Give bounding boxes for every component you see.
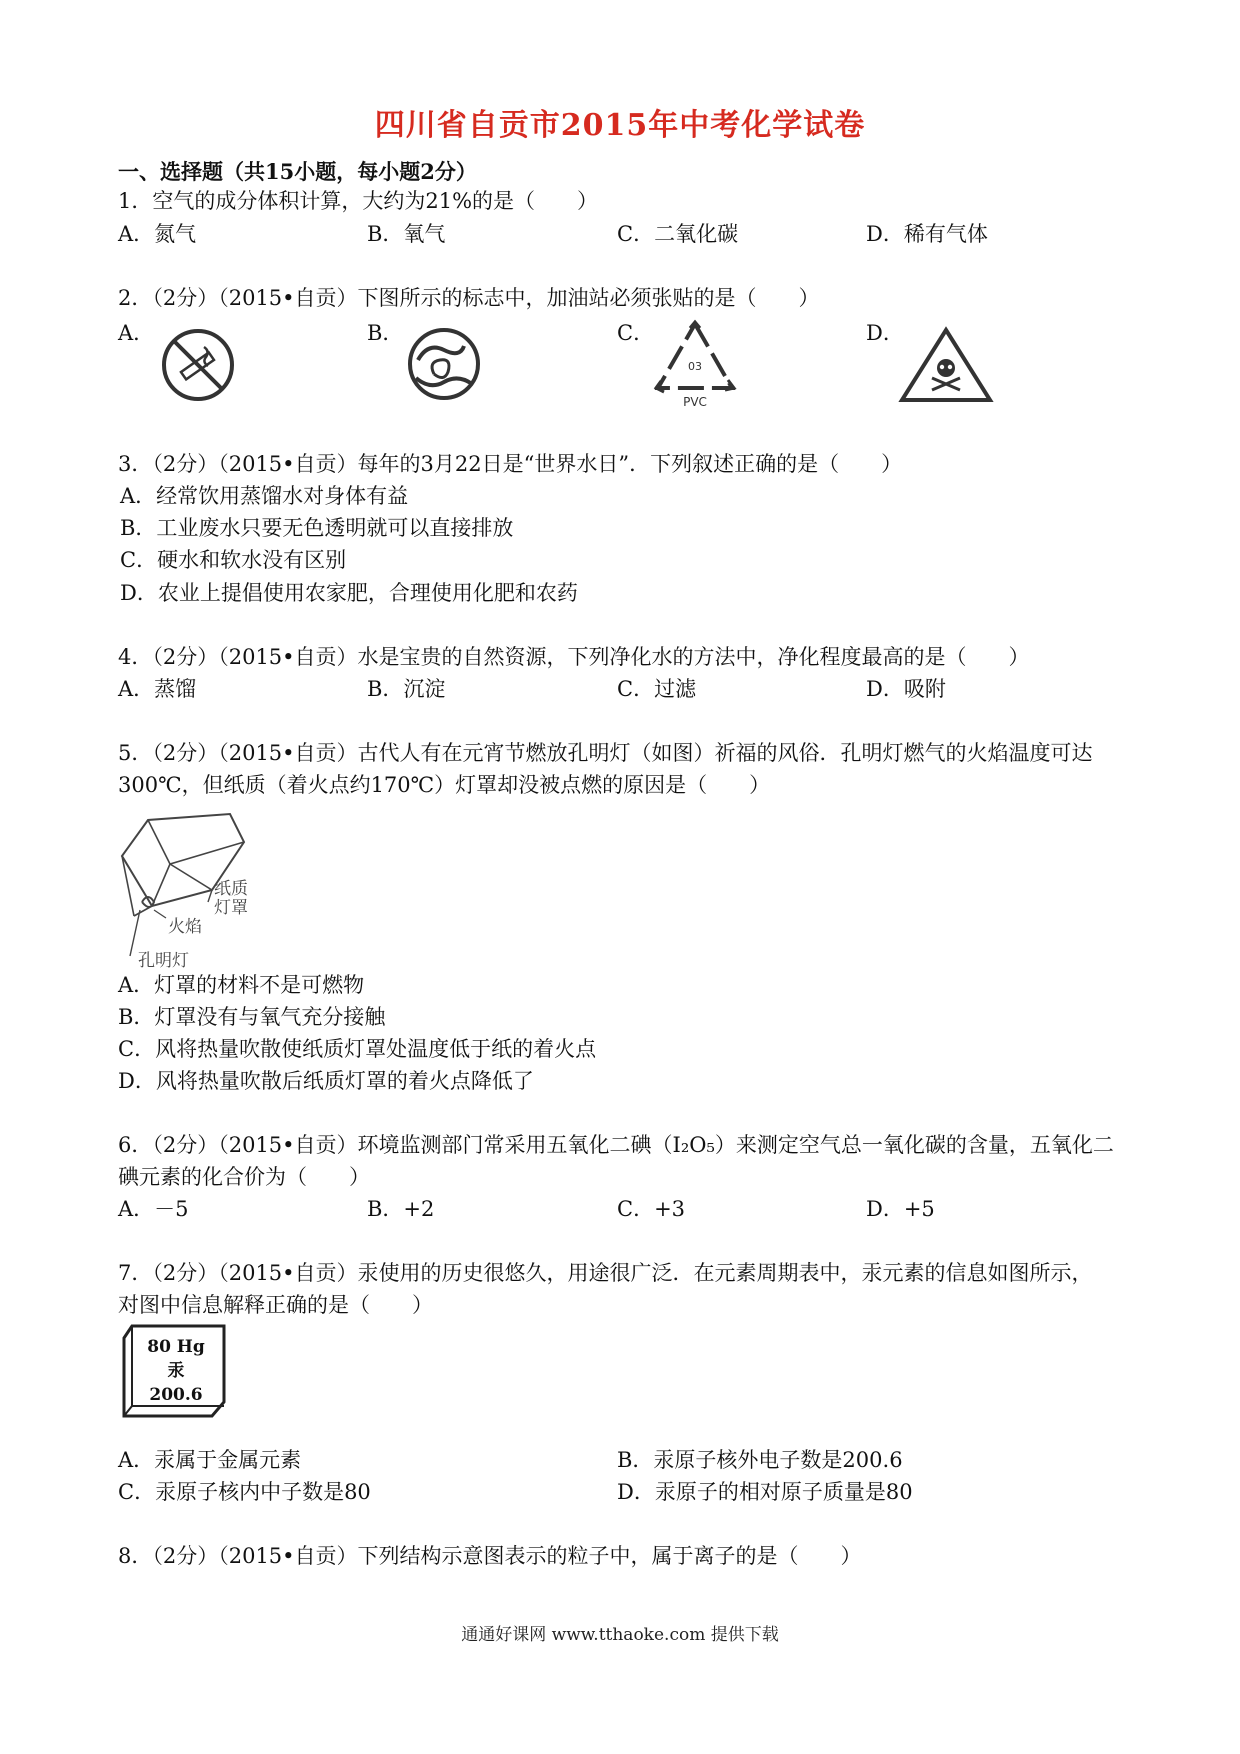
lantern-label-lamp: 孔明灯 <box>138 951 189 971</box>
question-1-option-a: A．氮气 <box>118 222 197 246</box>
lantern-label-paper-2: 灯罩 <box>214 898 248 918</box>
question-3-stem: 3．（2分）（2015•自贡）每年的3月22日是“世界水日”．下列叙述正确的是（ ） <box>118 452 903 476</box>
no-smoking-icon <box>158 325 238 405</box>
question-6-option-a: A．－5 <box>118 1197 189 1221</box>
mercury-element-card <box>120 1322 228 1420</box>
question-4-option-c: C．过滤 <box>617 677 697 701</box>
pvc-label: PVC <box>683 395 707 409</box>
question-1-option-b: B．氧气 <box>367 222 446 246</box>
question-6-stem-line-1: 6．（2分）（2015•自贡）环境监测部门常采用五氧化二碘（I₂O₅）来测定空气总一氧化碳的含量，五氧化二 <box>118 1133 1114 1157</box>
element-number-symbol: 80 Hg <box>147 1337 205 1357</box>
question-7-option-c: C．汞原子核内中子数是80 <box>118 1480 371 1504</box>
question-4-option-a: A．蒸馏 <box>118 677 197 701</box>
pvc-recycling-icon <box>650 318 740 410</box>
question-6-option-c: C．+3 <box>617 1197 686 1221</box>
question-6-option-d: D．+5 <box>866 1197 935 1221</box>
question-1-option-d: D．稀有气体 <box>866 222 988 246</box>
question-8-stem: 8．（2分）（2015•自贡）下列结构示意图表示的粒子中，属于离子的是（ ） <box>118 1544 862 1568</box>
question-2-option-b: B． <box>367 321 404 345</box>
question-3-option-a: A．经常饮用蒸馏水对身体有益 <box>120 484 409 508</box>
question-1-option-c: C．二氧化碳 <box>617 222 739 246</box>
poison-warning-icon <box>898 326 994 406</box>
element-mass: 200.6 <box>149 1385 203 1405</box>
question-2-stem: 2．（2分）（2015•自贡）下图所示的标志中，加油站必须张贴的是（ ） <box>118 286 820 310</box>
question-1-stem: 1．空气的成分体积计算，大约为21%的是（ ） <box>118 189 599 213</box>
question-7-stem-line-1: 7．（2分）（2015•自贡）汞使用的历史很悠久，用途很广泛．在元素周期表中，汞元素的信息如图所示， <box>118 1261 1093 1285</box>
question-5-option-a: A．灯罩的材料不是可燃物 <box>118 973 365 997</box>
lantern-label-flame: 火焰 <box>168 917 202 937</box>
question-6-option-b: B．+2 <box>367 1197 435 1221</box>
question-7-option-a: A．汞属于金属元素 <box>118 1448 302 1472</box>
lantern-label-paper-1: 纸质 <box>214 879 248 899</box>
question-3-option-b: B．工业废水只要无色透明就可以直接排放 <box>120 516 514 540</box>
question-2-option-c: C． <box>617 321 655 345</box>
question-5-option-b: B．灯罩没有与氧气充分接触 <box>118 1005 386 1029</box>
question-6-stem-line-2: 碘元素的化合价为（ ） <box>118 1165 370 1189</box>
question-3-option-d: D．农业上提倡使用农家肥，合理使用化肥和农药 <box>120 581 578 605</box>
question-3-option-c: C．硬水和软水没有区别 <box>120 548 347 572</box>
element-name: 汞 <box>167 1361 185 1381</box>
question-7-stem-line-2: 对图中信息解释正确的是（ ） <box>118 1293 433 1317</box>
question-2-option-d: D． <box>866 321 904 345</box>
question-5-stem-line-1: 5．（2分）（2015•自贡）古代人有在元宵节燃放孔明灯（如图）祈福的风俗．孔明灯燃气的火焰温度可达 <box>118 741 1093 765</box>
page-title: 四川省自贡市2015年中考化学试卷 <box>374 108 866 143</box>
question-5-option-c: C．风将热量吹散使纸质灯罩处温度低于纸的着火点 <box>118 1037 597 1061</box>
question-7-option-b: B．汞原子核外电子数是200.6 <box>617 1448 903 1472</box>
question-7-option-d: D．汞原子的相对原子质量是80 <box>617 1480 913 1504</box>
question-5-stem-line-2: 300℃，但纸质（着火点约170℃）灯罩却没被点燃的原因是（ ） <box>118 773 771 797</box>
water-saving-icon <box>404 326 484 404</box>
question-4-option-b: B．沉淀 <box>367 677 446 701</box>
question-5-option-d: D．风将热量吹散后纸质灯罩的着火点降低了 <box>118 1069 534 1093</box>
section-heading: 一、选择题（共15小题，每小题2分） <box>118 159 477 184</box>
question-2-option-a: A． <box>118 321 155 345</box>
question-4-option-d: D．吸附 <box>866 677 946 701</box>
page-footer: 通通好课网 www.tthaoke.com 提供下载 <box>461 1625 779 1645</box>
question-4-stem: 4．（2分）（2015•自贡）水是宝贵的自然资源，下列净化水的方法中，净化程度最高的是（ ） <box>118 645 1030 669</box>
pvc-code: 03 <box>688 360 702 373</box>
